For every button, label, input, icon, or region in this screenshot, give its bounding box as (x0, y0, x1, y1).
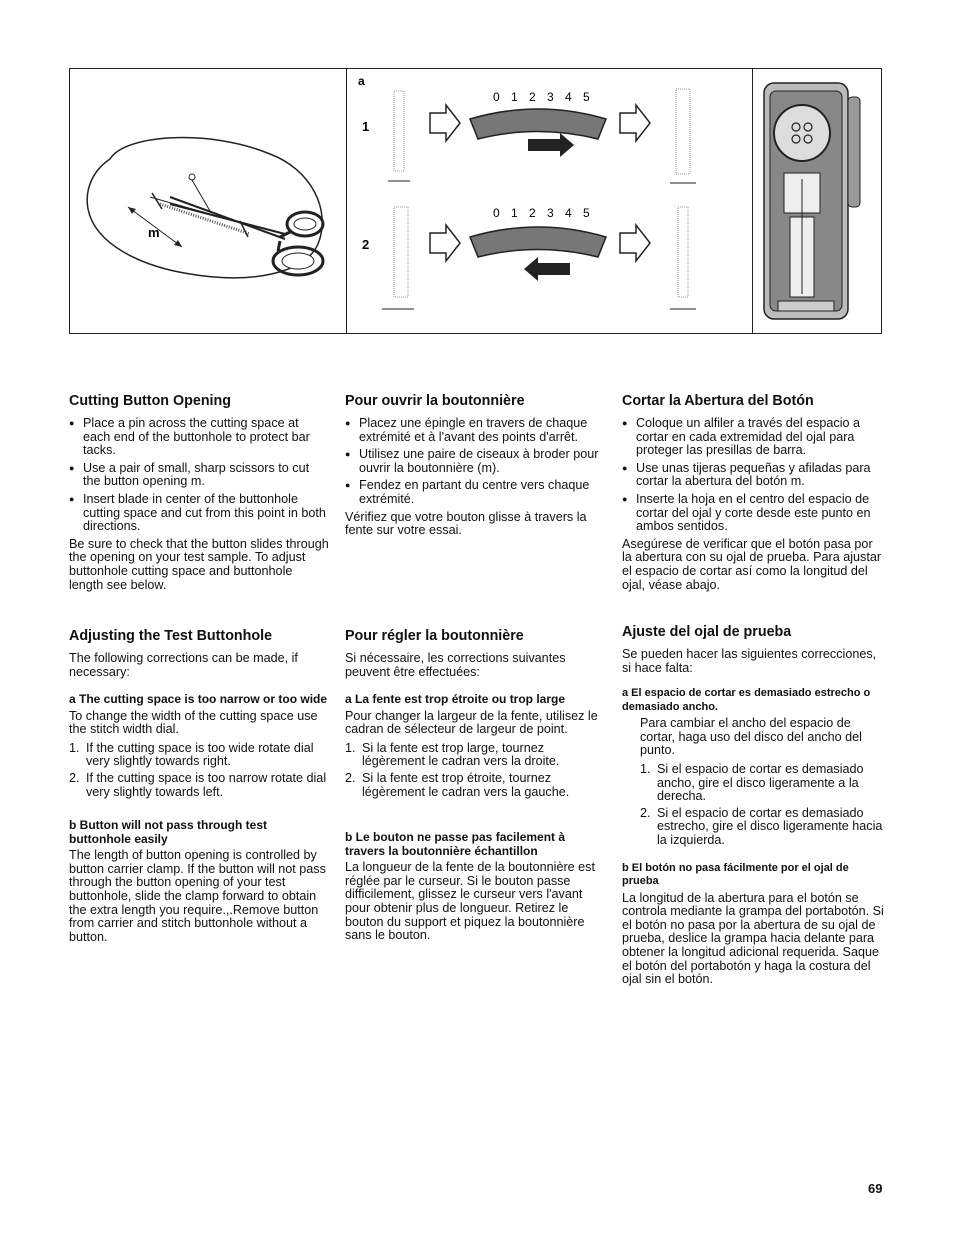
stitch-width-dial-illustration (348, 69, 750, 333)
french-b-text: La longueur de la fente de la boutonnière est réglée par le curseur. Si le bouton passe difficilement, glissez le curseur vers l'avant pour obtenir plus de longueur. Retirez le bouton du support et piquez la boutonnière sans le bouton. (345, 860, 595, 943)
figure-label-2: 2 (362, 237, 370, 252)
french-cutting-section (345, 393, 603, 543)
french-adjust-heading: Pour régler la boutonnière (345, 628, 524, 644)
list-item: 2. Si la fente est trop étroite, tournez légèrement le cadran vers la gauche. (345, 771, 570, 799)
list-item: 1. If the cutting space is too wide rotate dial very slightly towards right. (69, 740, 314, 769)
scissors-cutting-illustration (70, 69, 346, 333)
dial-scale-lower: 0 1 2 3 4 5 (493, 206, 594, 220)
french-b-heading: b Le bouton ne passe pas facilement à travers la boutonnière échantillon (345, 830, 566, 858)
spanish-cutting-note: Asegúrese de verificar que el botón pasa por la abertura con su ojal de prueba. Para ajustar el espacio de cortar así como la longitud del ojal, véase abajo. (622, 536, 882, 592)
english-a-list (69, 742, 329, 799)
english-a-heading: a The cutting space is too narrow or too wide (69, 692, 328, 707)
french-cutting-heading: Pour ouvrir la boutonnière (345, 393, 525, 409)
spanish-cutting-section (622, 393, 884, 597)
list-item: 2. If the cutting space is too narrow rotate dial very slightly towards left. (69, 771, 327, 799)
page-number: 69 (868, 1181, 883, 1196)
spanish-a-text: Para cambiar el ancho del espacio de cortar, haga uso del disco del ancho del punto. (640, 716, 862, 758)
french-a-heading: a La fente est trop étroite ou trop large (345, 692, 566, 707)
spanish-adjust-heading: Ajuste del ojal de prueba (622, 624, 792, 640)
list-item: ● Place a pin across the cutting space at each end of the buttonhole to protect bar tacks. (69, 417, 329, 458)
list-item: ● Use a pair of small, sharp scissors to cut the button opening m. (69, 462, 329, 489)
english-a-text: To change the width of the cutting space use the stitch width dial. (69, 708, 318, 737)
spanish-a-body (622, 717, 884, 847)
english-cutting-heading: Cutting Button Opening (69, 393, 231, 409)
list-item: ● Insert blade in center of the buttonhole cutting space and cut from this point in both directions. (69, 493, 329, 534)
illustration-panel (69, 68, 882, 334)
english-cutting-list (69, 417, 329, 534)
english-adjust-section (69, 628, 329, 949)
figure-label-a: a (358, 74, 365, 88)
english-cutting-section (69, 393, 329, 597)
spanish-b-text: La longitud de la abertura para el botón se controla mediante la grampa del portabotón. Si el botón no pasa por la abertura de su ojal de prueba, deslice la grampa hacia delante para obtener la longitud adicional requerida. Saque el botón del portabotón y haga la costura del ojal sin el botón. (622, 890, 884, 987)
button-carrier-illustration (754, 69, 882, 333)
french-a-text: Pour changer la largeur de la fente, utilisez le cadran de sélecteur de largeur de point. (345, 708, 598, 737)
list-item: ● Use unas tijeras pequeñas y afiladas para cortar la abertura del botón m. (622, 462, 884, 489)
list-item: ● Utilisez une paire de ciseaux à broder pour ouvrir la boutonnière (m). (345, 448, 603, 475)
spanish-b-heading: b El botón no pasa fácilmente por el ojal de prueba (622, 861, 849, 888)
list-item: ● Fendez en partant du centre vers chaque extrémité. (345, 479, 603, 506)
english-b-heading: b Button will not pass through test buttonhole easily (69, 818, 267, 846)
panel-divider (752, 69, 753, 333)
french-a-list (345, 742, 603, 799)
figure-label-1: 1 (362, 119, 370, 134)
list-item: 1. Si la fente est trop large, tournez légèrement le cadran vers la droite. (345, 740, 560, 769)
list-item: ● Coloque un alfiler a través del espacio a cortar en cada extremidad del ojal para proteger las presillas de barra. (622, 417, 884, 458)
list-item: 1. Si el espacio de cortar es demasiado ancho, gire el disco ligeramente a la derecha. (640, 761, 864, 804)
list-item: ● Placez une épingle en travers de chaque extrémité et à l'avant des points d'arrêt. (345, 417, 603, 444)
list-item: ● Inserte la hoja en el centro del espacio de cortar del ojal y corte desde este punto en ambos sentidos. (622, 493, 884, 534)
french-adjust-intro: Si nécessaire, les corrections suivantes peuvent être effectuées: (345, 651, 566, 679)
panel-divider (346, 69, 347, 333)
spanish-a-heading: a El espacio de cortar es demasiado estrecho o demasiado ancho. (622, 687, 871, 713)
english-b-text: The length of button opening is controlled by button carrier clamp. If the button will not pass through the button opening of your test buttonhole, slide the clamp forward to obtain the extra length you require.,.Remove button from carrier and stitch buttonhole without a button. (69, 848, 326, 944)
figure-label-m: m (148, 225, 160, 240)
english-cutting-note: Be sure to check that the button slides through the opening on your test sample. To adjust buttonhole cutting space and buttonhole length see below. (69, 536, 329, 592)
list-item: 2. Si el espacio de cortar es demasiado estrecho, gire el disco ligeramente hacia la izquierda. (640, 805, 883, 847)
spanish-cutting-list (622, 417, 884, 534)
english-adjust-intro: The following corrections can be made, if necessary: (69, 651, 298, 679)
spanish-a-list (640, 763, 884, 848)
spanish-adjust-section (622, 624, 884, 992)
spanish-adjust-intro: Se pueden hacer las siguientes correcciones, si hace falta: (622, 647, 877, 675)
dial-scale-upper: 0 1 2 3 4 5 (493, 90, 594, 104)
english-adjust-heading: Adjusting the Test Buttonhole (69, 628, 273, 644)
french-adjust-section (345, 628, 603, 948)
french-cutting-note: Vérifiez que votre bouton glisse à travers la fente sur votre essai. (345, 509, 587, 538)
french-cutting-list (345, 417, 603, 507)
spanish-cutting-heading: Cortar la Abertura del Botón (622, 393, 814, 409)
